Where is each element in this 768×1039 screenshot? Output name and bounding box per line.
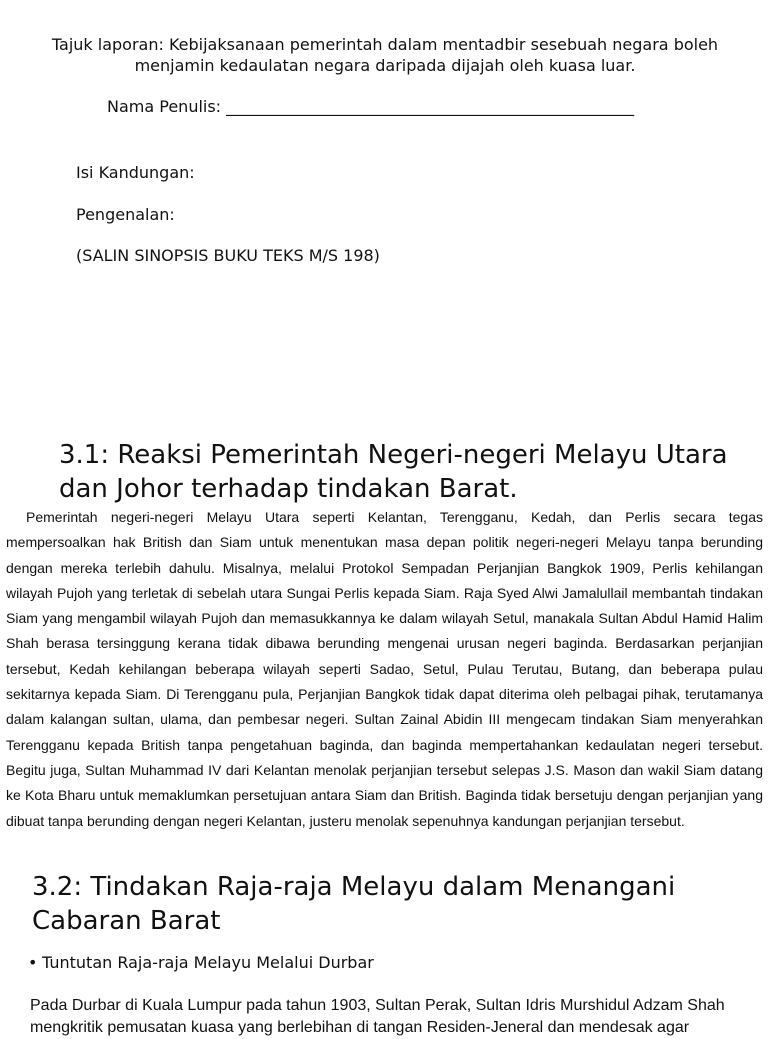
contents-label: Isi Kandungan:	[76, 163, 195, 182]
author-line: Nama Penulis: ___________________________________________________	[107, 97, 635, 116]
copy-note: (SALIN SINOPSIS BUKU TEKS M/S 198)	[76, 246, 380, 265]
bullet-text: Tuntutan Raja-raja Melayu Melalui Durbar	[42, 953, 374, 972]
section-heading-3-1: 3.1: Reaksi Pemerintah Negeri-negeri Melayu Utara dan Johor terhadap tindakan Barat.	[59, 440, 728, 504]
report-title: Tajuk laporan: Kebijaksanaan pemerintah dalam mentadbir sesebuah negara boleh menjamin kedaulatan negara daripada dijajah oleh kuasa luar.	[51, 35, 719, 75]
section-paragraph-3-1: Pemerintah negeri-negeri Melayu Utara seperti Kelantan, Terengganu, Kedah, dan Perlis secara tegas mempersoalkan hak British dan Siam untuk menentukan masa depan politik negeri-negeri Melayu tanpa berunding dengan mereka terlebih dahulu. Misalnya, melalui Protokol Sempadan Perjanjian Bangkok 1909, Perlis kehilangan wilayah Pujoh yang terletak di sebelah utara Sungai Perlis kepada Siam. Raja Syed Alwi Jamalullail membantah tindakan Siam yang mengambil wilayah Pujoh dan memasukkannya ke dalam wilayah Setul, manakala Sultan Abdul Hamid Halim Shah berasa tersinggung kerana tidak dibawa berunding mengenai urusan negeri baginda. Berdasarkan perjanjian tersebut, Kedah kehilangan beberapa wilayah seperti Sadao, Setul, Pulau Terutau, Butang, dan beberapa pulau sekitarnya kepada Siam. Di Terengganu pula, Perjanjian Bangkok tidak dapat diterima oleh pelbagai pihak, terutamanya dalam kalangan sultan, ulama, dan pembesar negeri. Sultan Zainal Abidin III mengecam tindakan Siam menyerahkan Terengganu kepada British tanpa pengetahuan baginda, dan baginda mempertahankan kedaulatan negeri tersebut. Begitu juga, Sultan Muhammad IV dari Kelantan menolak perjanjian tersebut selepas J.S. Mason dan wakil Siam datang ke Kota Bharu untuk memaklumkan persetujuan antara Siam dan British. Baginda tidak bersetuju dengan perjanjian yang dibuat tanpa berunding dengan negeri Kelantan, justeru menolak sepenuhnya kandungan perjanjian tersebut.	[6, 509, 763, 829]
bullet-marker: •	[28, 953, 38, 972]
section-paragraph-3-2: Pada Durbar di Kuala Lumpur pada tahun 1903, Sultan Perak, Sultan Idris Murshidul Adzam Shah mengkritik pemusatan kuasa yang berlebihan di tangan Residen-Jeneral dan mendesak agar	[30, 997, 725, 1036]
bullet-item	[28, 952, 374, 974]
intro-label: Pengenalan:	[76, 205, 175, 224]
section-heading-3-2: 3.2: Tindakan Raja-raja Melayu dalam Menangani Cabaran Barat	[32, 872, 676, 936]
